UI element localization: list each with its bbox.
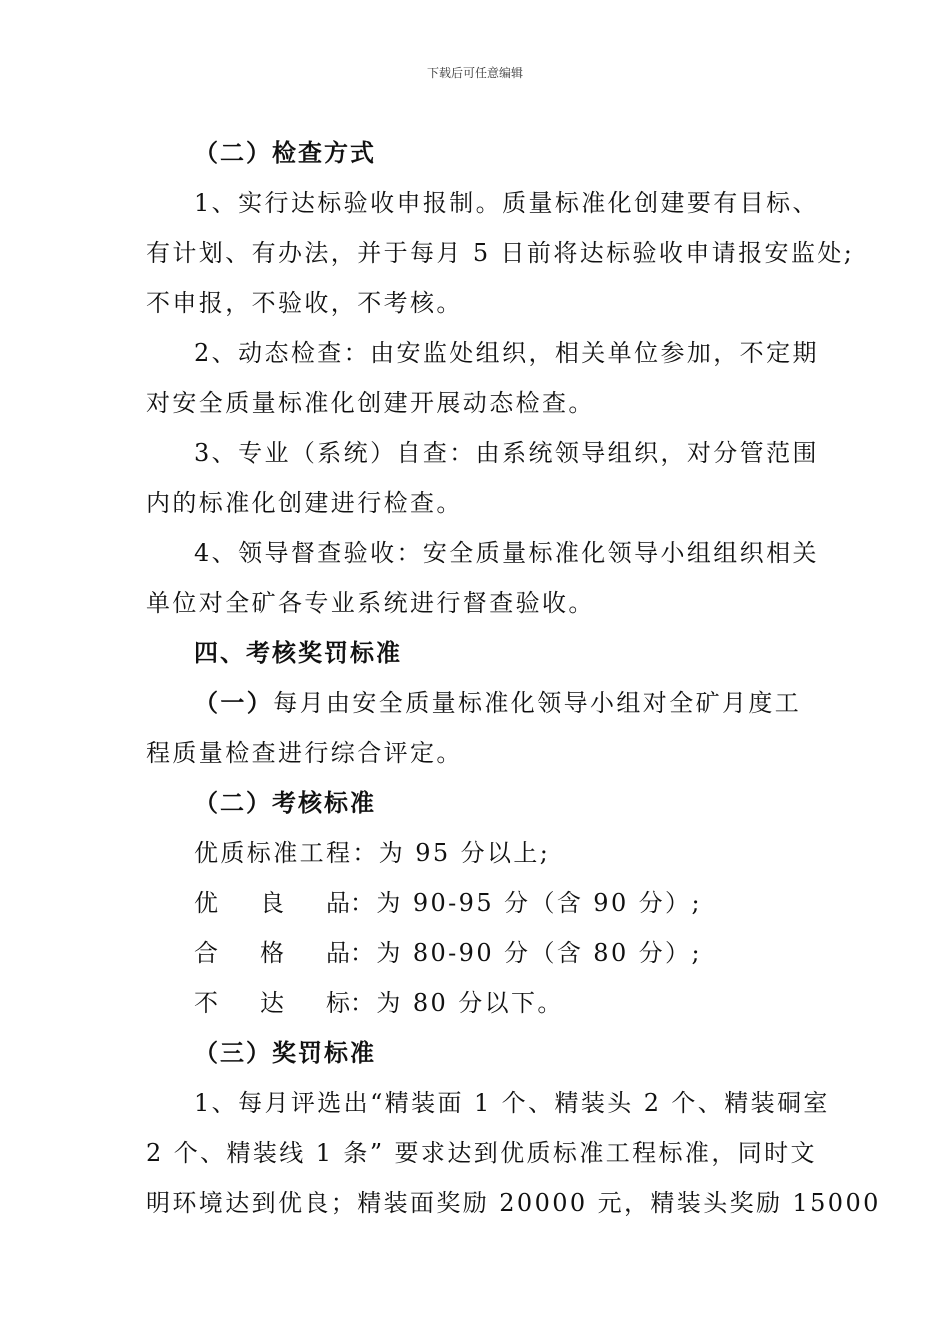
- paragraph-sub1-line2: 程质量检查进行综合评定。: [146, 739, 463, 767]
- tier-char: 不: [194, 989, 218, 1017]
- tier-char: 品: [326, 889, 350, 917]
- tier-char: 良: [260, 889, 284, 917]
- paragraph-reward1-line2: 2 个、精装线 1 条” 要求达到优质标准工程标准，同时文: [146, 1139, 817, 1167]
- tier-name-spread: [194, 928, 350, 978]
- tier-char: 品: [326, 939, 350, 967]
- sub1-line1-text: 每月由安全质量标准化领导小组对全矿月度工: [273, 689, 802, 717]
- tier-row-good: [146, 878, 810, 928]
- tier-char: 标: [326, 989, 350, 1017]
- paragraph-item1-line1: 1、实行达标验收申报制。质量标准化创建要有目标、: [194, 189, 819, 217]
- paragraph-item1-line2: 有计划、有办法，并于每月 5 日前将达标验收申请报安监处;: [146, 239, 855, 267]
- tier-char: 优: [194, 889, 218, 917]
- tier-rule: ：为 80 分以下。: [350, 989, 564, 1017]
- paragraph-item3-line1: 3、专业（系统）自查：由系统领导组织，对分管范围: [194, 439, 819, 467]
- paragraph-item2-line1: 2、动态检查：由安监处组织，相关单位参加，不定期: [194, 339, 819, 367]
- paragraph-item4-line1: 4、领导督查验收：安全质量标准化领导小组组织相关: [194, 539, 819, 567]
- tier-char: 合: [194, 939, 218, 967]
- document-body: [146, 128, 881, 1228]
- tier-row-qualified: [146, 928, 810, 978]
- tier-rule: ：为 90-95 分（含 90 分）;: [350, 889, 702, 917]
- paragraph-item3-line2: 内的标准化创建进行检查。: [146, 489, 463, 517]
- paragraph-item2-line2: 对安全质量标准化创建开展动态检查。: [146, 389, 595, 417]
- subheading-assessment-standard: （二）考核标准: [194, 788, 376, 817]
- subheading-reward-penalty: （三）奖罚标准: [194, 1038, 376, 1067]
- sub1-lead: （一）: [194, 688, 274, 717]
- tier-name: 优质标准工程: [194, 839, 353, 867]
- tier-char: 格: [260, 939, 284, 967]
- paragraph-item1-line3: 不申报，不验收，不考核。: [146, 289, 463, 317]
- paragraph-sub1-line1: [146, 678, 810, 728]
- tier-rule: ：为 80-90 分（含 80 分）;: [350, 939, 702, 967]
- tier-rule: ：为 95 分以上;: [352, 839, 551, 867]
- tier-name-spread: [194, 878, 350, 928]
- paragraph-item4-line2: 单位对全矿各专业系统进行督查验收。: [146, 589, 595, 617]
- page-header-note: 下载后可任意编辑: [426, 66, 523, 80]
- paragraph-reward1-line1: 1、每月评选出“精装面 1 个、精装头 2 个、精装硐室: [194, 1089, 830, 1117]
- section-heading-inspection-method: （二）检查方式: [194, 138, 376, 167]
- section-heading-assessment-rewards: 四、考核奖罚标准: [194, 638, 402, 667]
- tier-char: 达: [260, 989, 284, 1017]
- tier-row-premium: [146, 828, 810, 878]
- paragraph-reward1-line3: 明环境达到优良；精装面奖励 20000 元，精装头奖励 15000: [146, 1189, 881, 1217]
- tier-row-substandard: [146, 978, 810, 1028]
- tier-name-spread: [194, 978, 350, 1028]
